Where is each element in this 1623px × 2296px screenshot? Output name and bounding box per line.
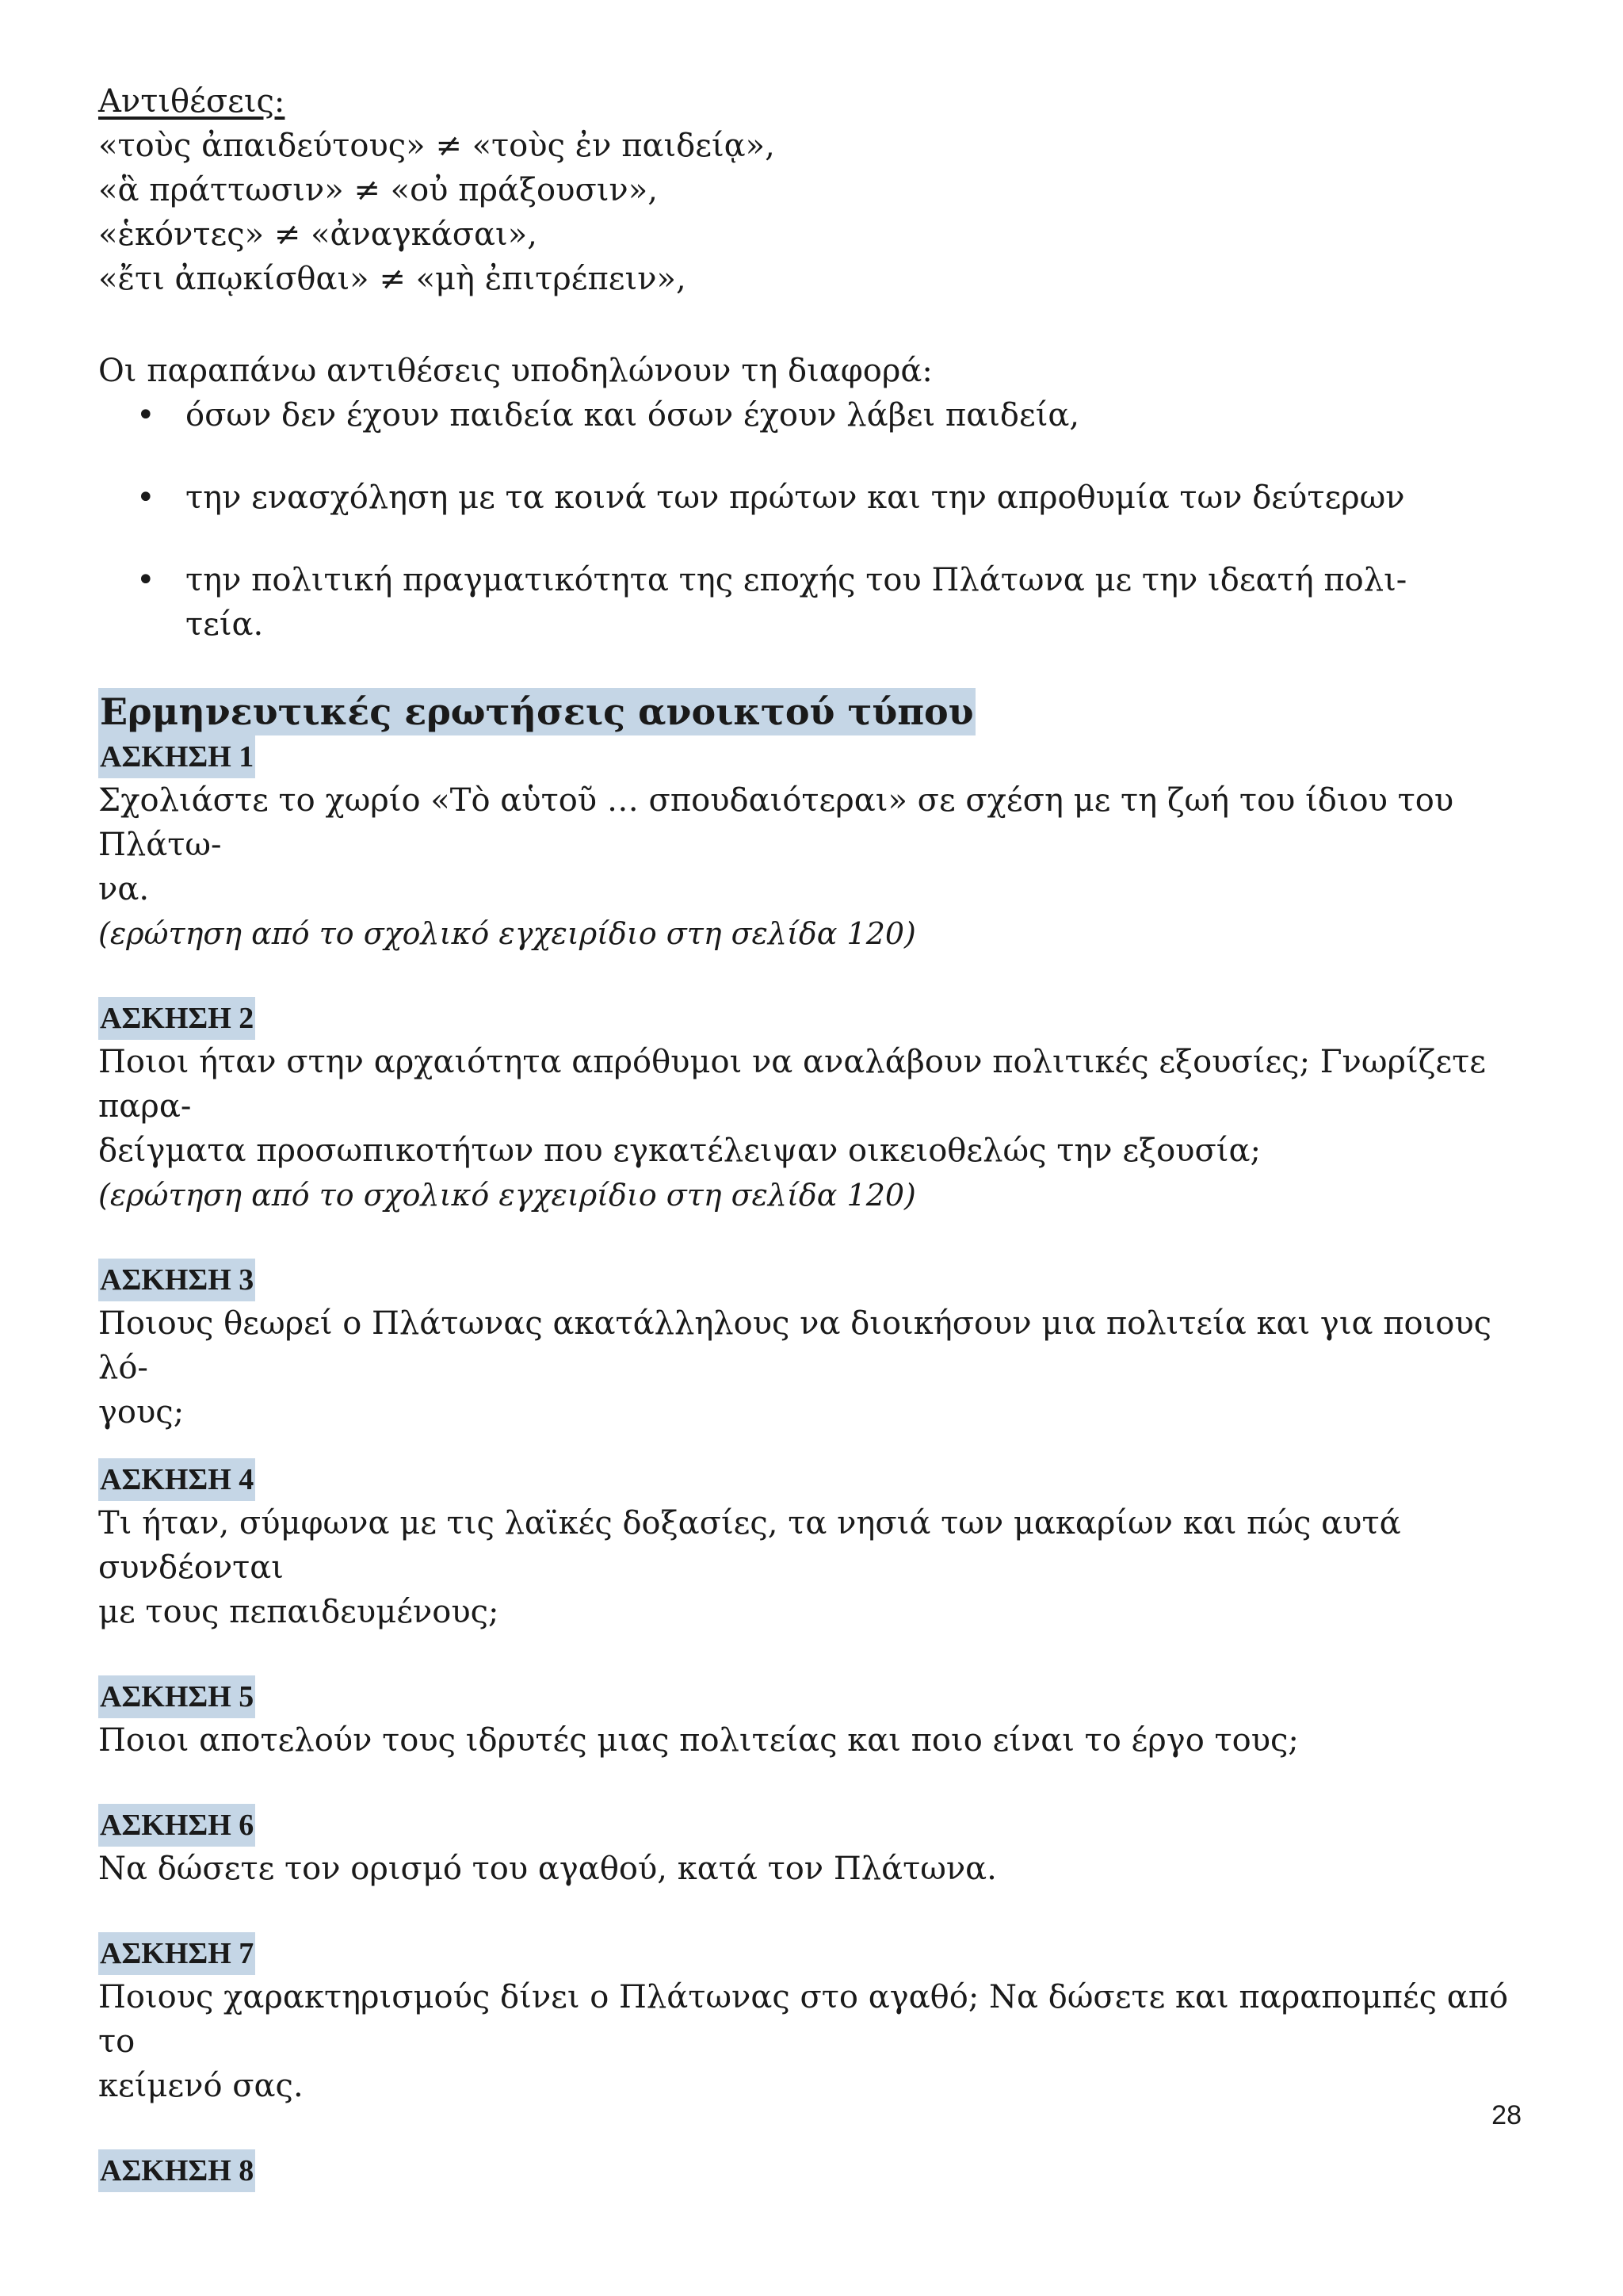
exercise-text: με τους πεπαιδευμένους;	[98, 1594, 499, 1630]
exercise	[98, 1932, 1525, 2108]
differences-list	[98, 393, 1525, 647]
antithesis-line: «ἑκόντες» ≠ «ἀναγκάσαι»,	[98, 216, 537, 253]
antithesis-line: «ἃ πράττωσιν» ≠ «οὐ πράξουσιν»,	[98, 172, 658, 208]
exercise-label: ΑΣΚΗΣΗ 3	[98, 1259, 255, 1301]
exercise-text: Ποιους χαρακτηρισμούς δίνει ο Πλάτωνας στο αγαθό; Να δώσετε και παραπομπές από το	[98, 1979, 1509, 2060]
exercise-label: ΑΣΚΗΣΗ 2	[98, 997, 255, 1040]
document-page	[98, 79, 1525, 2192]
exercise-label: ΑΣΚΗΣΗ 1	[98, 735, 255, 778]
section-heading: Ερμηνευτικές ερωτήσεις ανοικτού τύπου	[98, 688, 976, 735]
exercise-text: δείγματα προσωπικοτήτων που εγκατέλειψαν οικειοθελώς την εξουσία;	[98, 1133, 1261, 1169]
exercise-text: κείμενό σας.	[98, 2068, 304, 2104]
exercise	[98, 1675, 1525, 1763]
list-item-text-line: τεία.	[185, 606, 264, 643]
differences-intro: Οι παραπάνω αντιθέσεις υποδηλώνουν τη διαφορά:	[98, 353, 933, 389]
exercise	[98, 1259, 1525, 1435]
exercise-label: ΑΣΚΗΣΗ 7	[98, 1932, 255, 1975]
exercise-text: Να δώσετε τον ορισμό του αγαθού, κατά τον Πλάτωνα.	[98, 1851, 997, 1887]
bullet-icon: •	[136, 562, 155, 598]
list-item-text: την ενασχόληση με τα κοινά των πρώτων και την απροθυμία των δεύτερων	[185, 479, 1405, 516]
list-item-text-line: την πολιτική πραγματικότητα της εποχής του Πλάτωνα με την ιδεατή πολι-	[185, 562, 1407, 598]
list-item	[98, 558, 1525, 647]
exercise-label: ΑΣΚΗΣΗ 5	[98, 1675, 255, 1718]
exercise-text: να.	[98, 871, 150, 907]
exercise-note: (ερώτηση από το σχολικό εγχειρίδιο στη σελίδα 120)	[98, 1178, 916, 1213]
exercise-label: ΑΣΚΗΣΗ 4	[98, 1458, 255, 1501]
bullet-icon: •	[136, 479, 155, 516]
list-item	[98, 476, 1525, 520]
exercise-text: Σχολιάστε το χωρίο «Τὸ αὑτοῦ … σπουδαιότεραι» σε σχέση με τη ζωή του ίδιου του Πλάτω-	[98, 782, 1454, 863]
exercise-text: Ποιοι ήταν στην αρχαιότητα απρόθυμοι να αναλάβουν πολιτικές εξουσίες; Γνωρίζετε παρα-	[98, 1044, 1486, 1125]
bullet-icon: •	[136, 397, 155, 434]
antitheses-heading: Αντιθέσεις:	[98, 83, 285, 120]
exercise-label: ΑΣΚΗΣΗ 6	[98, 1804, 255, 1847]
exercise-note: (ερώτηση από το σχολικό εγχειρίδιο στη σελίδα 120)	[98, 916, 916, 951]
exercise	[98, 997, 1525, 1217]
list-item	[98, 393, 1525, 437]
exercise-text: Τι ήταν, σύμφωνα με τις λαϊκές δοξασίες, τα νησιά των μακαρίων και πώς αυτά συνδέονται	[98, 1505, 1401, 1586]
exercise-text: Ποιοι αποτελούν τους ιδρυτές μιας πολιτείας και ποιο είναι το έργο τους;	[98, 1722, 1299, 1759]
antithesis-line: «τοὺς ἀπαιδεύτους» ≠ «τοὺς ἐν παιδείᾳ»,	[98, 128, 775, 164]
exercise	[98, 1804, 1525, 1891]
exercise-text: γους;	[98, 1394, 185, 1431]
exercise-text: Ποιους θεωρεί ο Πλάτωνας ακατάλληλους να διοικήσουν μια πολιτεία και για ποιους λό-	[98, 1305, 1492, 1386]
exercise-label: ΑΣΚΗΣΗ 8	[98, 2149, 255, 2192]
exercise	[98, 2149, 1525, 2192]
section-heading-row	[98, 688, 1525, 735]
page-number: 28	[1491, 2100, 1522, 2130]
exercise	[98, 1458, 1525, 1634]
antithesis-line: «ἔτι ἀπῳκίσθαι» ≠ «μὴ ἐπιτρέπειν»,	[98, 261, 686, 297]
list-item-text: όσων δεν έχουν παιδεία και όσων έχουν λάβει παιδεία,	[185, 397, 1080, 434]
exercise	[98, 735, 1525, 956]
